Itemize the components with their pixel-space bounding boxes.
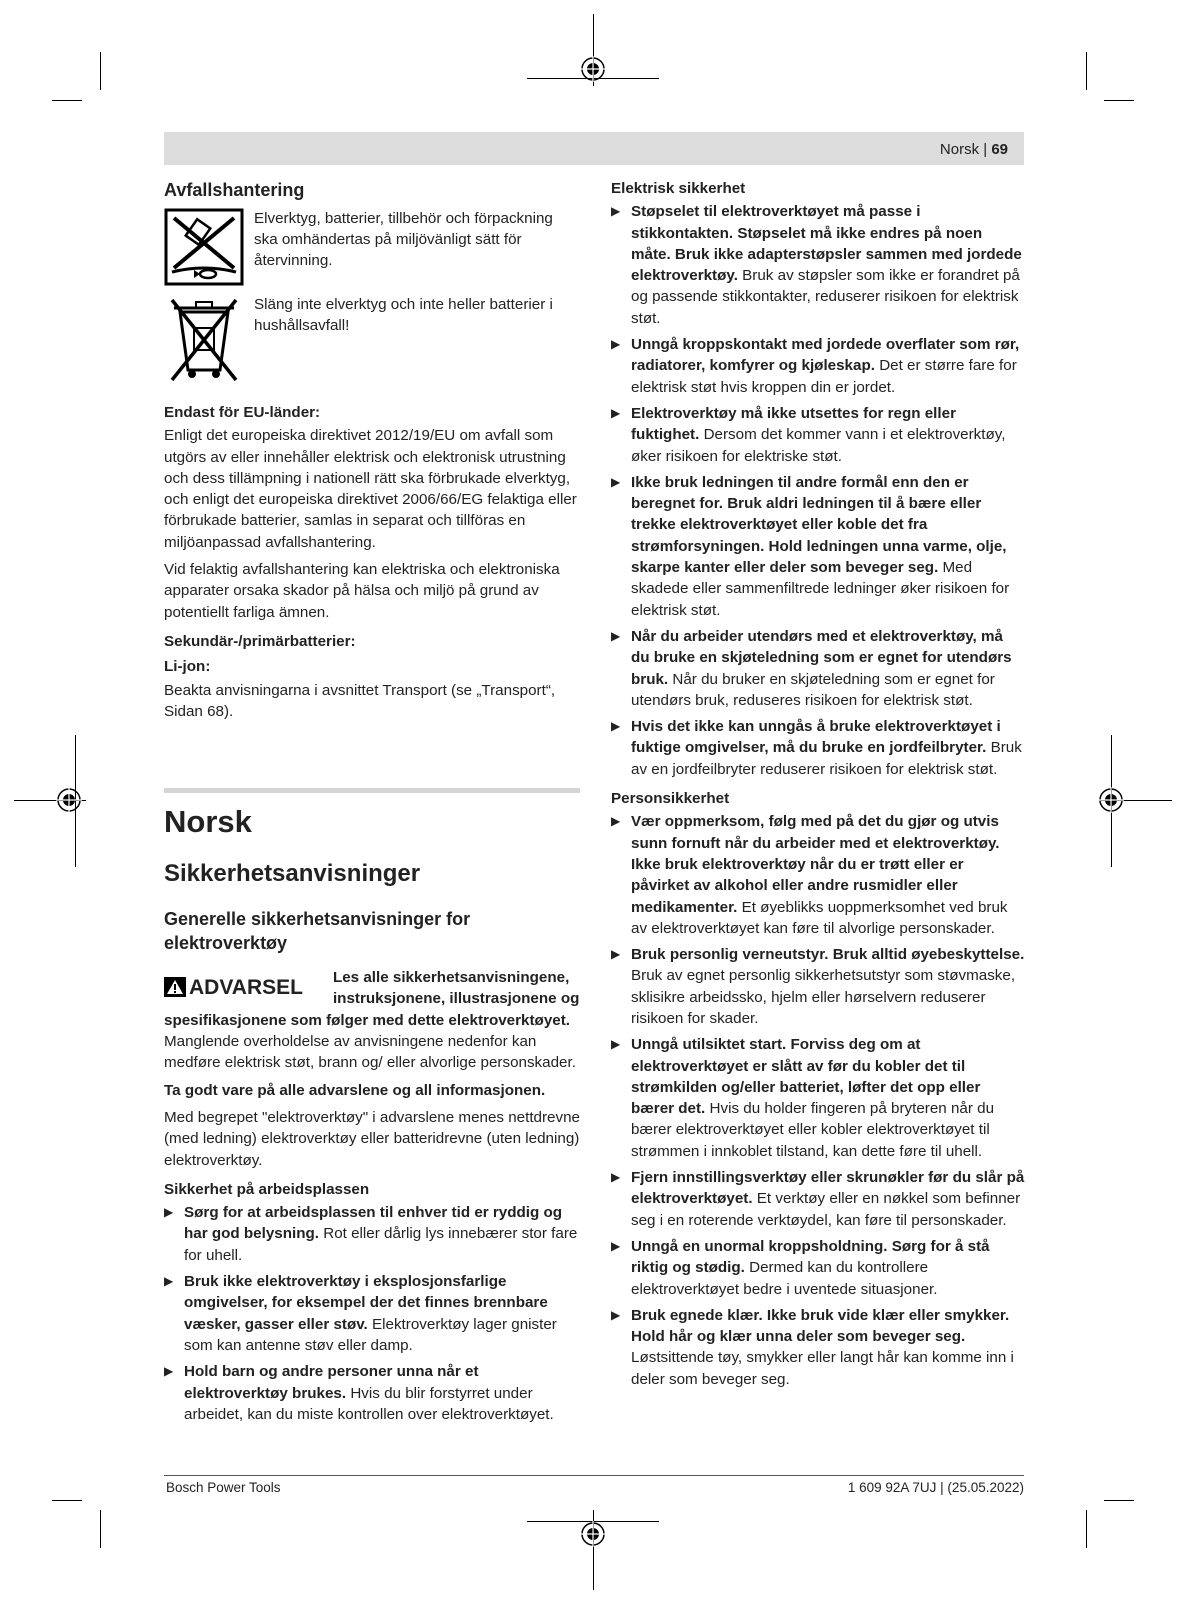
bullet-item [611, 811, 1025, 939]
warning-label: ADVARSEL [189, 975, 303, 999]
crop-mark [52, 1500, 82, 1501]
crop-mark [1086, 52, 1087, 90]
bullet-bold: Støpselet til elektroverktøyet må passe i stikkontakten. Støpselet må ikke endres på noen måte. Bruk ikke adapterstøpsler sammen med jordede elektroverktøy. [631, 203, 1022, 285]
warning-triangle-icon [164, 977, 186, 997]
bullet-bold: Ikke bruk ledningen til andre formål enn den er beregnet for. Bruk aldri ledningen til å bære eller trekke elektroverktøyet eller koble det fra strømforsyningen. Hold ledningen unna varme, olje, skarpe kanter eller deler som beveger seg. [631, 473, 1007, 577]
crop-mark [1104, 1500, 1134, 1501]
take-care-text: Ta godt vare på alle advarslene og all informasjonen. [164, 1081, 546, 1099]
bullet-normal: Løstsittende tøy, smykker eller langt hår kan komme inn i deler som beveger seg. [631, 1349, 1014, 1388]
bullet-item [164, 1202, 580, 1266]
general-safety-title: Generelle sikkerhetsanvisninger for elektroverktøy [164, 909, 471, 954]
footer-brand: Bosch Power Tools [166, 1480, 281, 1495]
crossed-bin-icon [164, 294, 244, 382]
bullet-normal: Med skadede eller sammenfiltrede ledninger øker risikoen for elektrisk støt. [631, 559, 1010, 619]
registration-mark-icon [580, 56, 606, 82]
crop-mark [100, 1510, 101, 1548]
section-title-avfall: Avfallshantering [164, 180, 305, 200]
bullet-arrow-icon: ▶ [611, 1037, 621, 1052]
weee-row [164, 294, 580, 382]
warning-block [164, 967, 580, 1010]
crop-mark [1086, 1510, 1087, 1548]
bullet-arrow-icon: ▶ [611, 474, 621, 489]
page-number: 69 [991, 141, 1008, 158]
bullet-text [631, 626, 1025, 711]
bullet-arrow-icon: ▶ [611, 1238, 621, 1253]
bullet-bold: Fjern innstillingsverktøy eller skrunøkler før du slår på elektroverktøyet. [631, 1169, 1025, 1208]
person-title: Personsikkerhet [611, 790, 730, 808]
bullet-text [631, 1167, 1025, 1231]
bullet-text [631, 811, 1025, 939]
avfall-text-1: Elverktyg, batterier, tillbehör och förpackning ska omhändertas på miljövänligt sätt för återvinning. [254, 210, 553, 269]
bullet-text [631, 201, 1025, 329]
bullet-normal: Rot eller dårlig lys innebærer stor fare for uhell. [184, 1225, 578, 1264]
bullet-item [611, 626, 1025, 711]
bullet-bold: Unngå utilsiktet start. Forviss deg om at elektroverktøyet er slått av før du kobler det til strømkilden og/eller batteriet, løfter det opp eller bærer det. [631, 1036, 981, 1118]
bullet-arrow-icon: ▶ [164, 1364, 174, 1379]
bullet-text [631, 403, 1025, 467]
liion-text: Beakta anvisningarna i avsnittet Transport (se „Transport“, Sidan 68). [164, 681, 556, 720]
bullet-text [631, 1034, 1025, 1162]
bullet-text [631, 472, 1025, 621]
bullet-normal: Når du bruker en skjøteledning som er egnet for utendørs bruk, reduseres risikoen for elektrisk støt. [631, 670, 995, 709]
header-separator: | [979, 141, 992, 158]
bullet-arrow-icon: ▶ [611, 1170, 621, 1185]
warning-bold-a: Les alle sikkerhetsanvisningene, instruksjonene, illustrasjonene og [332, 969, 580, 1008]
bullet-arrow-icon: ▶ [611, 628, 621, 643]
electric-title: Elektrisk sikkerhet [611, 180, 746, 197]
bullet-normal: Bruk av egnet personlig sikkerhetsutstyr som støvmaske, sklisikre arbeidssko, hjelm eller hørselvern reduserer risikoen for skader. [631, 967, 1016, 1027]
crop-mark [1104, 100, 1134, 101]
bullet-item [611, 944, 1025, 1029]
bullet-bold: Unngå en unormal kroppsholdning. Sørg for å stå riktig og stødig. [631, 1237, 990, 1277]
crop-mark [100, 52, 101, 90]
bullet-normal: Hvis du blir forstyrret under arbeidet, kan du miste kontrollen over elektroverktøyet. [184, 1384, 554, 1423]
bullet-text [184, 1361, 580, 1425]
bullet-item [611, 1167, 1025, 1231]
workplace-title: Sikkerhet på arbeidsplassen [164, 1180, 370, 1198]
bullet-arrow-icon: ▶ [611, 1307, 621, 1322]
warning-badge [164, 965, 303, 1010]
warning-bold-b: spesifikasjonene som følger med dette elektroverktøyet. [164, 1011, 570, 1029]
bullet-bold: Bruk egnede klær. Ikke bruk vide klær eller smykker. Hold hår og klær unna deler som beveger seg. [631, 1306, 1010, 1346]
right-column [611, 178, 1025, 1395]
bullet-bold: Vær oppmerksom, følg med på det du gjør og utvis sunn fornuft når du arbeider med et elektroverktøy. Ikke bruk elektroverktøy når du er trøtt eller er påvirket av alkohol eller andre rusmidler eller medikamenter. [631, 813, 1000, 916]
bullet-bold: Elektroverktøy må ikke utsettes for regn eller fuktighet. [631, 404, 956, 444]
registration-mark-icon [56, 787, 82, 813]
bullet-text [184, 1271, 580, 1356]
registration-mark-icon [1098, 787, 1124, 813]
bullet-arrow-icon: ▶ [611, 405, 621, 420]
bullet-item [611, 472, 1025, 621]
battery-title: Sekundär-/primärbatterier: [164, 632, 356, 650]
language-title: Norsk [164, 804, 252, 840]
bullet-normal: Dersom det kommer vann i et elektroverktøy, øker risikoen for elektriske støt. [631, 426, 1006, 465]
bullet-bold: Unngå kroppskontakt med jordede overflater som rør, radiatorer, komfyrer og kjøleskap. [631, 336, 1020, 375]
avfall-text-2: Släng inte elverktyg och inte heller batterier i hushållsavfall! [254, 296, 553, 334]
warning-text [164, 1010, 580, 1074]
bullet-bold: Bruk ikke elektroverktøy i eksplosjonsfarlige omgivelser, for eksempel der det finnes brennbare væsker, gasser eller støv. [184, 1273, 548, 1333]
bullet-arrow-icon: ▶ [611, 947, 621, 962]
bullet-item [611, 1034, 1025, 1162]
bullet-normal: Bruk av støpsler som ikke er forandret på og passende stikkontakter, reduserer risikoen for elektrisk støt. [631, 267, 1020, 327]
bullet-text [631, 944, 1025, 1029]
footer-rule [164, 1475, 1024, 1476]
electric-list [611, 201, 1025, 780]
bullet-normal: Hvis du holder fingeren på bryteren når du bærer elektroverktøyet eller kobler elektroverktøyet til strømmen i innkoblet tilstand, kan dette føre til uhell. [631, 1100, 995, 1160]
bullet-normal: Et verktøy eller en nøkkel som befinner seg i en roterende verktøydel, kan føre til personskader. [631, 1190, 1021, 1229]
bullet-arrow-icon: ▶ [611, 719, 621, 734]
bullet-text [631, 716, 1025, 780]
page-header-text [940, 141, 1008, 158]
bullet-normal: Det er større fare for elektrisk støt hvis kroppen din er jordet. [631, 357, 1017, 396]
header-section: Norsk [939, 141, 980, 158]
bullet-bold: Hvis det ikke kan unngås å bruke elektroverktøyet i fuktige omgivelser, må du bruke en jordfeilbryter. [631, 718, 1001, 757]
bullet-arrow-icon: ▶ [611, 814, 621, 829]
crop-mark [52, 100, 82, 101]
bullet-item [164, 1361, 580, 1425]
bullet-text [631, 1236, 1025, 1300]
registration-mark-icon [580, 1521, 606, 1547]
footer-doc-id: 1 609 92A 7UJ | (25.05.2022) [847, 1480, 1024, 1495]
definition-text: Med begrepet "elektroverktøy" i advarslene menes nettdrevne (med ledning) elektroverktøy eller batteridrevne (uten ledning) elektroverktøy. [164, 1108, 580, 1169]
person-list [611, 811, 1025, 1390]
bullet-item [611, 403, 1025, 467]
warning-normal: Manglende overholdelse av anvisningene nedenfor kan medføre elektrisk støt, brann og/ eller alvorlige personskader. [164, 1033, 576, 1072]
bullet-arrow-icon: ▶ [611, 204, 621, 219]
safety-title: Sikkerhetsanvisninger [164, 860, 421, 888]
bullet-item [611, 716, 1025, 780]
bullet-bold: Når du arbeider utendørs med et elektroverktøy, må du bruke en skjøteledning som er egnet for utendørs bruk. [631, 627, 1012, 688]
bullet-item [611, 1236, 1025, 1300]
bullet-text [184, 1202, 580, 1266]
workplace-list [164, 1202, 580, 1425]
eu-title: Endast för EU-länder: [164, 404, 321, 421]
bullet-normal: Dermed kan du kontrollere elektroverktøyet bedre i uventede situasjoner. [631, 1259, 938, 1298]
bullet-bold: Hold barn og andre personer unna når et elektroverktøy brukes. [184, 1363, 479, 1402]
bullet-normal: Bruk av en jordfeilbryter reduserer risikoen for elektrisk støt. [631, 739, 1022, 778]
bullet-arrow-icon: ▶ [611, 337, 621, 352]
eu-paragraph-1: Enligt det europeiska direktivet 2012/19/EU om avfall som utgörs av eller innehåller elektrisk och elektronisk utrustning och dess tillämpning i nationell rätt ska förbrukade elverktyg, och enligt det europeiska direktivet 2006/66/EG felaktiga eller förbrukade batterier, samlas in separat och tillföras en miljöanpassad avfallshantering. [164, 427, 577, 551]
bullet-bold: Sørg for at arbeidsplassen til enhver tid er ryddig og har god belysning. [184, 1204, 563, 1243]
bullet-normal: Et øyeblikks uoppmerksomhet ved bruk av elektroverktøyet kan føre til alvorlige personskader. [631, 898, 1008, 937]
recycling-symbol-icon [164, 208, 244, 286]
bullet-text [631, 334, 1025, 398]
bullet-text [631, 1305, 1025, 1390]
bullet-bold: Bruk personlig verneutstyr. Bruk alltid øyebeskyttelse. [631, 946, 1025, 964]
bullet-item [611, 201, 1025, 329]
bullet-arrow-icon: ▶ [164, 1274, 174, 1289]
left-column [164, 178, 580, 1430]
bullet-arrow-icon: ▶ [164, 1205, 174, 1220]
page-header [164, 132, 1024, 165]
liion-title: Li-jon: [164, 658, 211, 676]
bullet-normal: Elektroverktøy lager gnister som kan antenne støv eller damp. [184, 1315, 557, 1354]
bullet-item [611, 1305, 1025, 1390]
eu-paragraph-2: Vid felaktig avfallshantering kan elektriska och elektroniska apparater orsaka skador på hälsa och miljö på grund av potentiellt farliga ämnen. [164, 561, 560, 621]
bullet-item [611, 334, 1025, 398]
recycling-row [164, 208, 580, 286]
bullet-item [164, 1271, 580, 1356]
